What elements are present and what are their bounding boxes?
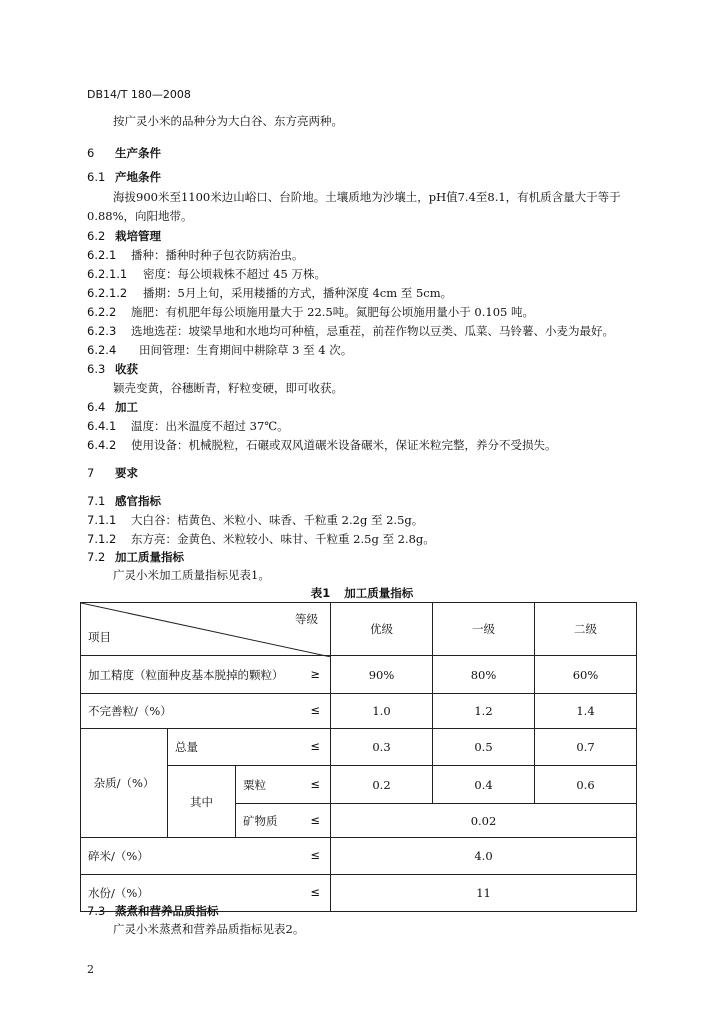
comparison-symbol: ≤ (310, 776, 321, 791)
section-number: 6.1 (87, 170, 106, 184)
table-cell: 1.2 (433, 694, 535, 729)
section-6-2-heading (87, 228, 161, 244)
comparison-symbol: ≤ (310, 739, 321, 753)
table-header-row (81, 603, 637, 656)
clause-number: 7.1.1 (87, 513, 117, 527)
section-number: 6.2 (87, 229, 106, 243)
diagonal-line (81, 603, 331, 657)
section-title: 加工质量指标 (115, 550, 184, 564)
comparison-symbol: ≤ (310, 812, 321, 827)
clause-6-2-1 (87, 247, 304, 263)
section-title: 感官指标 (115, 494, 161, 508)
table-1-caption (0, 585, 724, 601)
grade-first-header: 一级 (433, 603, 535, 656)
row-label: 总量 (175, 740, 198, 754)
clause-6-4-1 (87, 418, 289, 434)
clause-6-2-2 (87, 304, 534, 320)
section-7-heading (87, 465, 138, 481)
table-cell: 0.2 (331, 766, 433, 804)
clause-number: 6.4.1 (87, 419, 117, 433)
table-cell: 4.0 (331, 838, 637, 875)
clause-text: 大白谷：桔黄色、米粒小、味香、千粒重 2.2g 至 2.5g。 (131, 513, 424, 527)
section-6-1-text: 海拔900米至1100米边山峪口、台阶地。土壤质地为沙壤土，pH值7.4至8.1，有机质含量大于等于 (113, 190, 621, 204)
grade-second-header: 二级 (535, 603, 637, 656)
table-caption-title: 加工质量指标 (344, 586, 414, 600)
clause-number: 6.4.2 (87, 438, 117, 452)
section-number: 6.4 (87, 400, 106, 414)
table-cell: 11 (331, 875, 637, 912)
clause-text: 施肥：有机肥年每公顷施用量大于 22.5吨。氮肥每公顷施用量小于 0.105 吨。 (131, 305, 534, 319)
table-row (81, 729, 637, 766)
row-label: 粟粒 (243, 777, 266, 792)
clause-number: 6.2.4 (87, 343, 117, 357)
impurity-total-cell (168, 729, 331, 766)
table-cell: 80% (433, 656, 535, 694)
clause-number: 6.2.1.2 (87, 286, 128, 300)
section-title: 加工 (115, 400, 138, 414)
section-number: 7.1 (87, 494, 106, 508)
section-6-heading (87, 145, 161, 161)
row-label: 水份/（%） (88, 886, 149, 900)
clause-text: 温度：出米温度不超过 37℃。 (131, 419, 289, 433)
section-7-1-heading (87, 493, 161, 509)
clause-text: 选地选茬：坡梁旱地和水地均可种植，忌重茬，前茬作物以豆类、瓜菜、马铃薯、小麦为最好。 (131, 324, 614, 338)
clause-6-2-4 (87, 342, 352, 358)
page-number: 2 (87, 963, 94, 976)
row-label: 碎米/（%） (88, 849, 149, 863)
section-number: 6 (87, 146, 95, 160)
section-6-1-text-cont: 0.88%，向阳地带。 (87, 209, 193, 223)
section-number: 7 (87, 466, 95, 480)
table-cell: 0.5 (433, 729, 535, 766)
table-cell: 0.6 (535, 766, 637, 804)
table-row (81, 694, 637, 729)
section-6-4-heading (87, 399, 138, 415)
comparison-symbol: ≤ (310, 885, 321, 899)
table-caption-number: 表1 (310, 586, 331, 600)
standard-code: DB14/T 180—2008 (87, 88, 191, 101)
table-cell: 1.0 (331, 694, 433, 729)
clause-number: 6.2.3 (87, 324, 117, 338)
table-cell: 90% (331, 656, 433, 694)
section-title: 产地条件 (115, 170, 161, 184)
section-number: 7.3 (87, 904, 106, 918)
impurity-label-cell: 杂质/（%） (81, 729, 168, 838)
clause-6-2-1-1 (87, 266, 326, 282)
clause-6-4-2 (87, 437, 557, 453)
grade-premium-header: 优级 (331, 603, 433, 656)
table-cell: 60% (535, 656, 637, 694)
section-title: 收获 (115, 362, 138, 376)
comparison-symbol: ≥ (310, 666, 321, 681)
item-label: 项目 (88, 630, 111, 644)
clause-7-1-2 (87, 531, 435, 547)
clause-number: 6.2.2 (87, 305, 117, 319)
table-cell: 1.4 (535, 694, 637, 729)
quality-table (80, 602, 637, 912)
intro-paragraph: 按广灵小米的品种分为大白谷、东方亮两种。 (113, 114, 343, 128)
table-row (81, 838, 637, 875)
clause-6-2-1-2 (87, 285, 452, 301)
section-7-2-text: 广灵小米加工质量指标见表1。 (113, 568, 270, 582)
section-title: 蒸煮和营养品质指标 (115, 904, 219, 918)
clause-number: 6.2.1 (87, 248, 117, 262)
grade-label: 等级 (295, 612, 319, 626)
among-label-cell: 其中 (168, 766, 236, 838)
section-6-3-text: 颖壳变黄，谷穗断青，籽粒变硬，即可收获。 (113, 381, 343, 395)
row-label: 不完善粒/（%） (88, 704, 172, 718)
diagonal-header-cell (81, 603, 331, 656)
section-title: 生产条件 (115, 146, 161, 160)
table-cell: 0.02 (331, 804, 637, 838)
clause-6-2-3 (87, 323, 614, 339)
table-row (81, 656, 637, 694)
section-number: 7.2 (87, 550, 106, 564)
section-7-3-text: 广灵小米蒸煮和营养品质指标见表2。 (113, 922, 305, 936)
section-6-3-heading (87, 361, 138, 377)
mineral-label-cell (236, 804, 331, 838)
clause-number: 7.1.2 (87, 532, 117, 546)
imperfect-label-cell (81, 694, 331, 729)
chaff-label-cell (236, 766, 331, 804)
table-cell: 0.3 (331, 729, 433, 766)
clause-text: 播期：5月上旬，采用耧播的方式，播种深度 4cm 至 5cm。 (143, 286, 453, 300)
clause-number: 6.2.1.1 (87, 267, 128, 281)
section-number: 6.3 (87, 362, 106, 376)
clause-text: 播种：播种时种子包衣防病治虫。 (131, 248, 304, 262)
row-label: 矿物质 (243, 813, 278, 828)
clause-text: 田间管理：生育期间中耕除草 3 至 4 次。 (139, 343, 353, 357)
comparison-symbol: ≤ (310, 848, 321, 862)
section-7-2-heading (87, 549, 184, 565)
section-7-3-heading (87, 903, 219, 919)
clause-text: 密度：每公顷栽株不超过 45 万株。 (143, 267, 326, 281)
table-cell: 0.4 (433, 766, 535, 804)
section-6-1-heading (87, 169, 161, 185)
row-label: 加工精度（粒面种皮基本脱掉的颗粒） (88, 667, 284, 682)
clause-7-1-1 (87, 512, 423, 528)
broken-label-cell (81, 838, 331, 875)
precision-label-cell (81, 656, 331, 694)
comparison-symbol: ≤ (310, 703, 321, 717)
clause-text: 使用设备：机械脱粒，石碾或双风道碾米设备碾米，保证米粒完整，养分不受损失。 (131, 438, 557, 452)
table-cell: 0.7 (535, 729, 637, 766)
section-title: 栽培管理 (115, 229, 161, 243)
section-title: 要求 (115, 466, 138, 480)
clause-text: 东方亮：金黄色、米粒较小、味甘、千粒重 2.5g 至 2.8g。 (131, 532, 435, 546)
